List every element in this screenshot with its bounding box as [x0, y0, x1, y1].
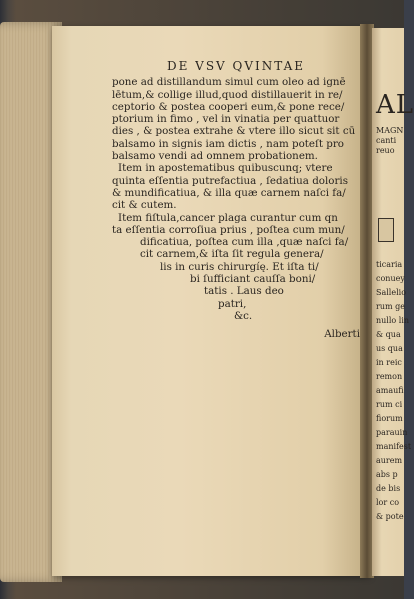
right-page-line: MAGN	[376, 126, 404, 135]
right-page-line: reuo	[376, 146, 395, 155]
text-line: dificatiua, poſtea cum illa ,quæ naſci fa/	[140, 236, 349, 249]
text-line: Item fiſtula,cancer plaga curantur cum qn	[118, 211, 338, 224]
right-page-fragment: rum ge	[376, 302, 405, 311]
right-page-fragment: remon	[376, 372, 403, 381]
right-page	[372, 28, 414, 576]
right-page-fragment: rum ci	[376, 400, 403, 409]
right-page-fragment: amaufi	[376, 386, 404, 395]
right-page-fragment: & pote	[376, 512, 404, 521]
right-page-fragment: us qua	[376, 344, 403, 353]
text-line: ta eſſentia corroſiua prius , poſtea cum mun/	[112, 223, 345, 236]
right-page-fragment: in reic	[376, 358, 402, 367]
text-line: &c.	[234, 309, 253, 322]
right-page-fragment: fiorum	[376, 414, 403, 423]
text-line: bi ſufficiant cauſſa boni/	[190, 273, 316, 286]
right-page-fragment: aurem	[376, 456, 403, 465]
right-page-fragment: lor co	[376, 498, 400, 507]
right-page-fragment: parauin	[376, 428, 408, 437]
left-page-text	[112, 60, 360, 341]
text-line: patri,	[218, 297, 247, 310]
text-line: & mundificatiua, & illa quæ carnem naſci fa/	[112, 186, 346, 199]
text-line: lis in curis chirurgíę. Et iſta ti/	[160, 260, 319, 273]
text-line: ceptorio & postea cooperi eum,& pone rece/	[112, 100, 345, 113]
right-page-fragment: ticaria	[376, 260, 403, 269]
text-line: tatis . Laus deo	[204, 285, 284, 298]
right-page-fragment: Sallelio	[376, 288, 407, 297]
catchword: Alberti	[324, 328, 360, 341]
text-line: dies , & postea extrahe & vtere illo sicut sit cū	[112, 125, 356, 138]
right-page-fragment: nullo lin	[376, 316, 410, 325]
running-head: DE VSV QVINTAE	[166, 59, 306, 73]
text-line: pone ad distillandum simul cum oleo ad ignē	[112, 76, 346, 89]
right-page-fragment: manifest	[376, 442, 412, 451]
text-line: ptorium in fimo , vel in vinatia per quattuor	[112, 113, 340, 126]
text-line: lētum,& collige illud,quod distillauerit in re/	[112, 88, 343, 101]
right-page-fragment: & qua	[376, 330, 401, 339]
text-line: cit carnem,& iſta ſit regula genera/	[140, 248, 324, 261]
text-line: cit & cutem.	[112, 199, 177, 212]
text-line: balsamo in signis iam dictis , nam poteſt pro	[112, 137, 344, 150]
right-page-line: canti	[376, 136, 397, 145]
text-line: quinta eſſentia putrefactiua , ſedatiua doloris	[112, 174, 348, 187]
text-line: Item in apostematibus quibuscunq; vtere	[118, 162, 333, 175]
decorated-initial	[378, 218, 394, 242]
right-page-fragment: abs p	[376, 470, 398, 479]
right-page-fragment: de bis	[376, 484, 401, 493]
right-page-fragment: conuey	[376, 274, 405, 283]
text-line: balsamo vendi ad omnem probationem.	[112, 150, 318, 163]
right-page-heading: AL	[376, 90, 414, 120]
